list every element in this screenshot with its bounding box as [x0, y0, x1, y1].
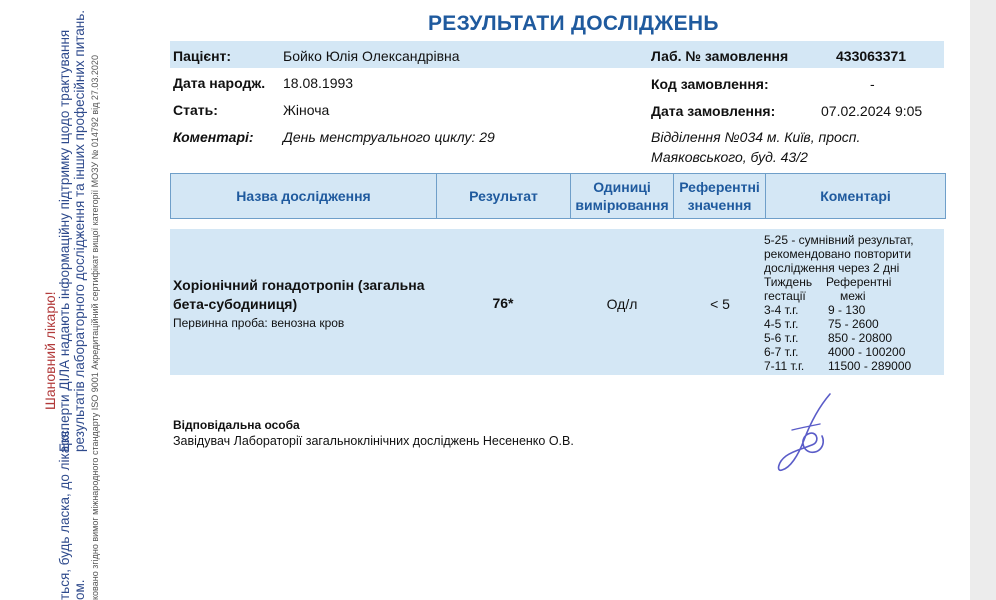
side-note-line: ться, будь ласка, до лікаря. — [57, 427, 72, 600]
test-units: Од/л — [606, 296, 638, 312]
department-line-1: Відділення №034 м. Київ, просп. — [651, 129, 861, 145]
sex-value: Жіноча — [283, 102, 330, 118]
test-result: 76* — [492, 295, 514, 311]
sample-type: Первинна проба: венозна кров — [173, 316, 345, 330]
sex-label: Стать: — [173, 102, 218, 118]
patient-name: Бойко Юлія Олександрівна — [283, 48, 460, 64]
results-table-header — [170, 173, 946, 219]
column-header-result: Результат — [437, 174, 571, 219]
patient-label: Пацієнт: — [173, 48, 232, 64]
column-header-comments: Коментарі — [766, 174, 946, 219]
side-note-line: ом. — [72, 579, 87, 600]
side-note-line: Експерти ДІЛА надають інформаційну підтримку щодо трактування — [57, 29, 72, 452]
lab-order-number: 433063371 — [836, 48, 907, 64]
comment-label: Коментарі: — [173, 129, 254, 145]
order-code: - — [870, 76, 875, 92]
column-header-units: Одиниці вимірювання — [571, 174, 674, 219]
side-note-line: результатів лабораторного дослідження та інших професійних питань. — [72, 9, 87, 452]
ref-table-head: Тиждень Референтні — [764, 275, 892, 289]
responsible-person: Завідувач Лабораторії загальноклінічних досліджень Несененко О.В. — [173, 434, 574, 448]
signature — [770, 390, 840, 476]
ref-table-row: 4-5 т.г. 75 - 2600 — [764, 317, 879, 331]
order-code-label: Код замовлення: — [651, 76, 769, 92]
ref-table-row: 3-4 т.г. 9 - 130 — [764, 303, 866, 317]
order-date: 07.02.2024 9:05 — [821, 103, 923, 119]
birth-date-label: Дата народж. — [173, 75, 266, 91]
column-header-reference: Референтні значення — [674, 174, 766, 219]
test-comment: 5-25 - сумнівний результат, рекомендовано повторити дослідження через 2 дні Тиждень Референтні гестації межі 3-4 т.г. 9 - 130 4-5 т.г. 75 - 2600 5-6 т.г. 850 - 20800 6-7 т.г. 4000 - 100200 7-11 т.г. 11500 - 289000 — [764, 233, 944, 373]
ref-table-row: 7-11 т.г. 11500 - 289000 — [764, 359, 912, 373]
ref-table-head: гестації межі — [764, 289, 866, 303]
lab-order-number-label: Лаб. № замовлення — [651, 48, 789, 64]
test-name: Хоріонічний гонадотропін (загальна бета-субодиниця) — [173, 277, 425, 312]
ref-table-row: 6-7 т.г. 4000 - 100200 — [764, 345, 906, 359]
order-date-label: Дата замовлення: — [651, 103, 776, 119]
comment-value: День менструального циклу: 29 — [283, 129, 495, 145]
side-note-certificate: ковано згідно вимог міжнародного стандарту ISO 9001 Акредитаційний сертифікат вищої категорії МОЗУ № 014792 від 27.03.2020 — [90, 55, 100, 600]
page-edge — [970, 0, 996, 600]
birth-date: 18.08.1993 — [283, 75, 354, 91]
page-title: РЕЗУЛЬТАТИ ДОСЛІДЖЕНЬ — [428, 12, 719, 35]
responsible-label: Відповідальна особа — [173, 418, 300, 432]
ref-table-row: 5-6 т.г. 850 - 20800 — [764, 331, 893, 345]
test-reference: < 5 — [710, 296, 730, 312]
side-note-greeting: Шановний лікарю! — [42, 291, 58, 410]
department-line-2: Маяковського, буд. 43/2 — [651, 149, 808, 165]
column-header-test-name: Назва дослідження — [171, 174, 437, 219]
